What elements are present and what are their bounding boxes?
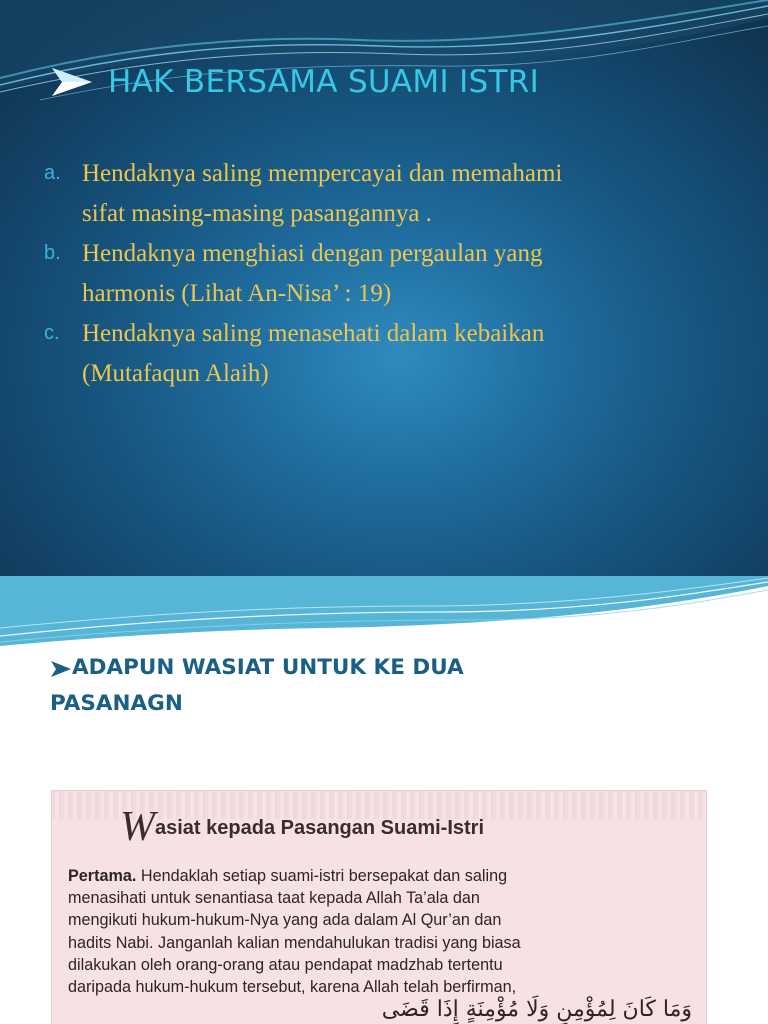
slide-1-title: HAK BERSAMA SUAMI ISTRI bbox=[108, 64, 540, 100]
wave-decoration bbox=[0, 576, 768, 646]
excerpt-line: hadits Nabi. Janganlah kalian mendahulukan tradisi yang biasa bbox=[68, 933, 521, 952]
list-line: sifat masing-masing pasangannya . bbox=[82, 200, 432, 227]
list-item-text bbox=[82, 314, 544, 394]
excerpt-line: dilakukan oleh orang-orang atau pendapat madzhab tertentu bbox=[68, 955, 503, 974]
list-marker: b. bbox=[44, 242, 61, 264]
list-item-text bbox=[82, 154, 562, 234]
excerpt-lead: Pertama. bbox=[68, 867, 137, 885]
excerpt-line: mengikuti hukum-hukum-Nya yang ada dalam Al Qur’an dan bbox=[68, 911, 502, 930]
slide-2-title bbox=[50, 650, 670, 722]
list-line: Hendaknya saling menasehati dalam kebaikan bbox=[82, 320, 545, 347]
title-line: ADAPUN WASIAT UNTUK KE DUA bbox=[72, 655, 464, 680]
heading-initial: W bbox=[120, 804, 155, 850]
list-marker: a. bbox=[44, 162, 61, 184]
excerpt-heading bbox=[120, 803, 484, 851]
arrow-bullet-icon bbox=[50, 658, 72, 680]
excerpt-line bbox=[68, 865, 700, 887]
excerpt-body bbox=[68, 865, 700, 998]
scanned-book-excerpt bbox=[51, 790, 707, 1024]
list-marker: c. bbox=[44, 322, 60, 344]
slide-2 bbox=[0, 576, 768, 1024]
slide-2-title-text bbox=[50, 650, 464, 722]
title-line: PASANAGN bbox=[50, 691, 183, 716]
list-line: harmonis (Lihat An-Nisa’ : 19) bbox=[82, 280, 392, 307]
excerpt-line: daripada hukum-hukum tersebut, karena Allah telah berfirman, bbox=[68, 978, 517, 997]
list-item bbox=[44, 154, 744, 234]
list-line: Hendaknya menghiasi dengan pergaulan yang bbox=[82, 240, 543, 267]
heading-rest: asiat kepada Pasangan Suami-Istri bbox=[155, 817, 485, 839]
list-item-text bbox=[82, 234, 543, 314]
list-item bbox=[44, 314, 744, 394]
list-line: Hendaknya saling mempercayai dan memahami bbox=[82, 160, 563, 187]
excerpt-line: menasihati untuk senantiasa taat kepada Allah Ta’ala dan bbox=[68, 889, 480, 908]
points-list bbox=[44, 154, 744, 394]
slide-1-title-row bbox=[50, 64, 539, 100]
list-item bbox=[44, 234, 744, 314]
list-line: (Mutafaqun Alaih) bbox=[82, 360, 269, 387]
arrow-bullet-icon bbox=[50, 64, 94, 100]
arabic-verse: وَمَا كَانَ لِمُؤْمِنٍ وَلَا مُؤْمِنَةٍ إِذَا قَضَى bbox=[381, 997, 692, 1022]
excerpt-line-rest: Hendaklah setiap suami-istri bersepakat dan saling bbox=[136, 867, 508, 885]
